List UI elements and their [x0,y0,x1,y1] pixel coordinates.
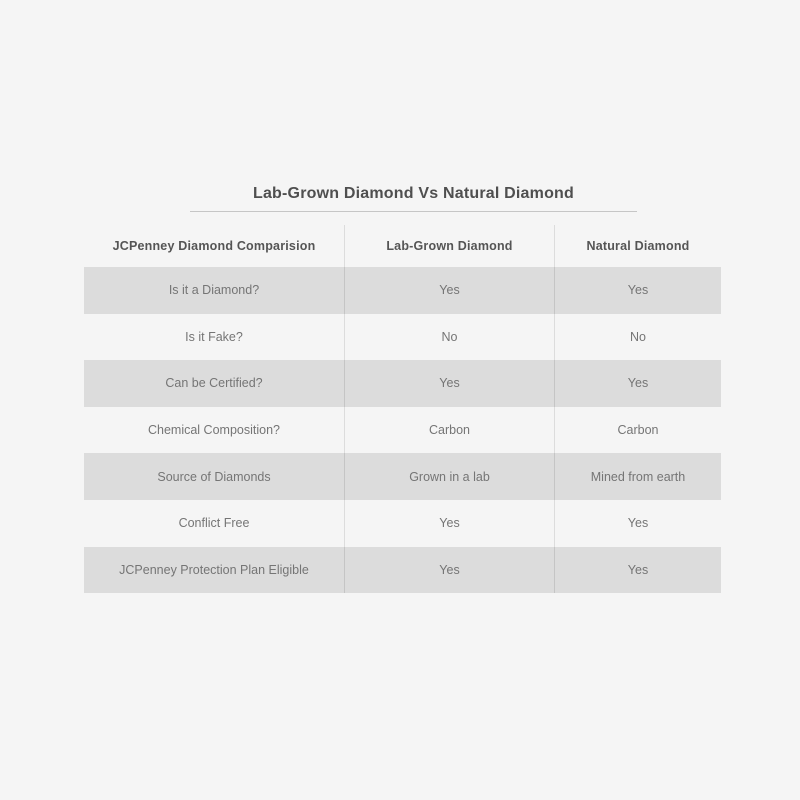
comparison-table [84,225,721,593]
cell-lab-grown-value: Carbon [345,407,555,454]
table-row [84,360,721,407]
header-cell-lab-grown: Lab-Grown Diamond [345,225,555,267]
cell-natural-value: No [630,329,646,344]
table-row [84,453,721,500]
cell-lab-grown-value: Yes [345,360,555,407]
cell-lab-grown-value: Yes [345,500,555,547]
cell-natural-value: Yes [627,283,649,298]
header-cell-comparison: JCPenney Diamond Comparision [84,225,345,267]
cell-feature: Can be Certified? [84,360,345,407]
table-header-row [84,225,721,267]
cell-feature: Is it a Diamond? [84,267,345,314]
cell-natural-value: Yes [627,516,649,531]
table-row [84,267,721,314]
table-row [84,547,721,594]
cell-feature: Conflict Free [84,500,345,547]
cell-feature: Chemical Composition? [84,407,345,454]
cell-feature: Is it Fake? [84,314,345,361]
title-underline-divider [190,211,637,212]
cell-lab-grown-value: Grown in a lab [345,453,555,500]
cell-natural-value: Yes [627,562,649,577]
cell-natural-value: Carbon [617,423,659,438]
header-cell-natural: Natural Diamond [586,239,690,253]
cell-lab-grown-value: Yes [345,267,555,314]
cell-natural-value: Mined from earth [590,469,686,484]
table-row [84,407,721,454]
cell-natural-value: Yes [627,376,649,391]
table-row [84,314,721,361]
cell-lab-grown-value: Yes [345,547,555,594]
title-block [190,184,637,212]
cell-feature: Source of Diamonds [84,453,345,500]
cell-lab-grown-value: No [345,314,555,361]
table-row [84,500,721,547]
page-title: Lab-Grown Diamond Vs Natural Diamond [252,185,574,202]
cell-feature: JCPenney Protection Plan Eligible [84,547,345,594]
